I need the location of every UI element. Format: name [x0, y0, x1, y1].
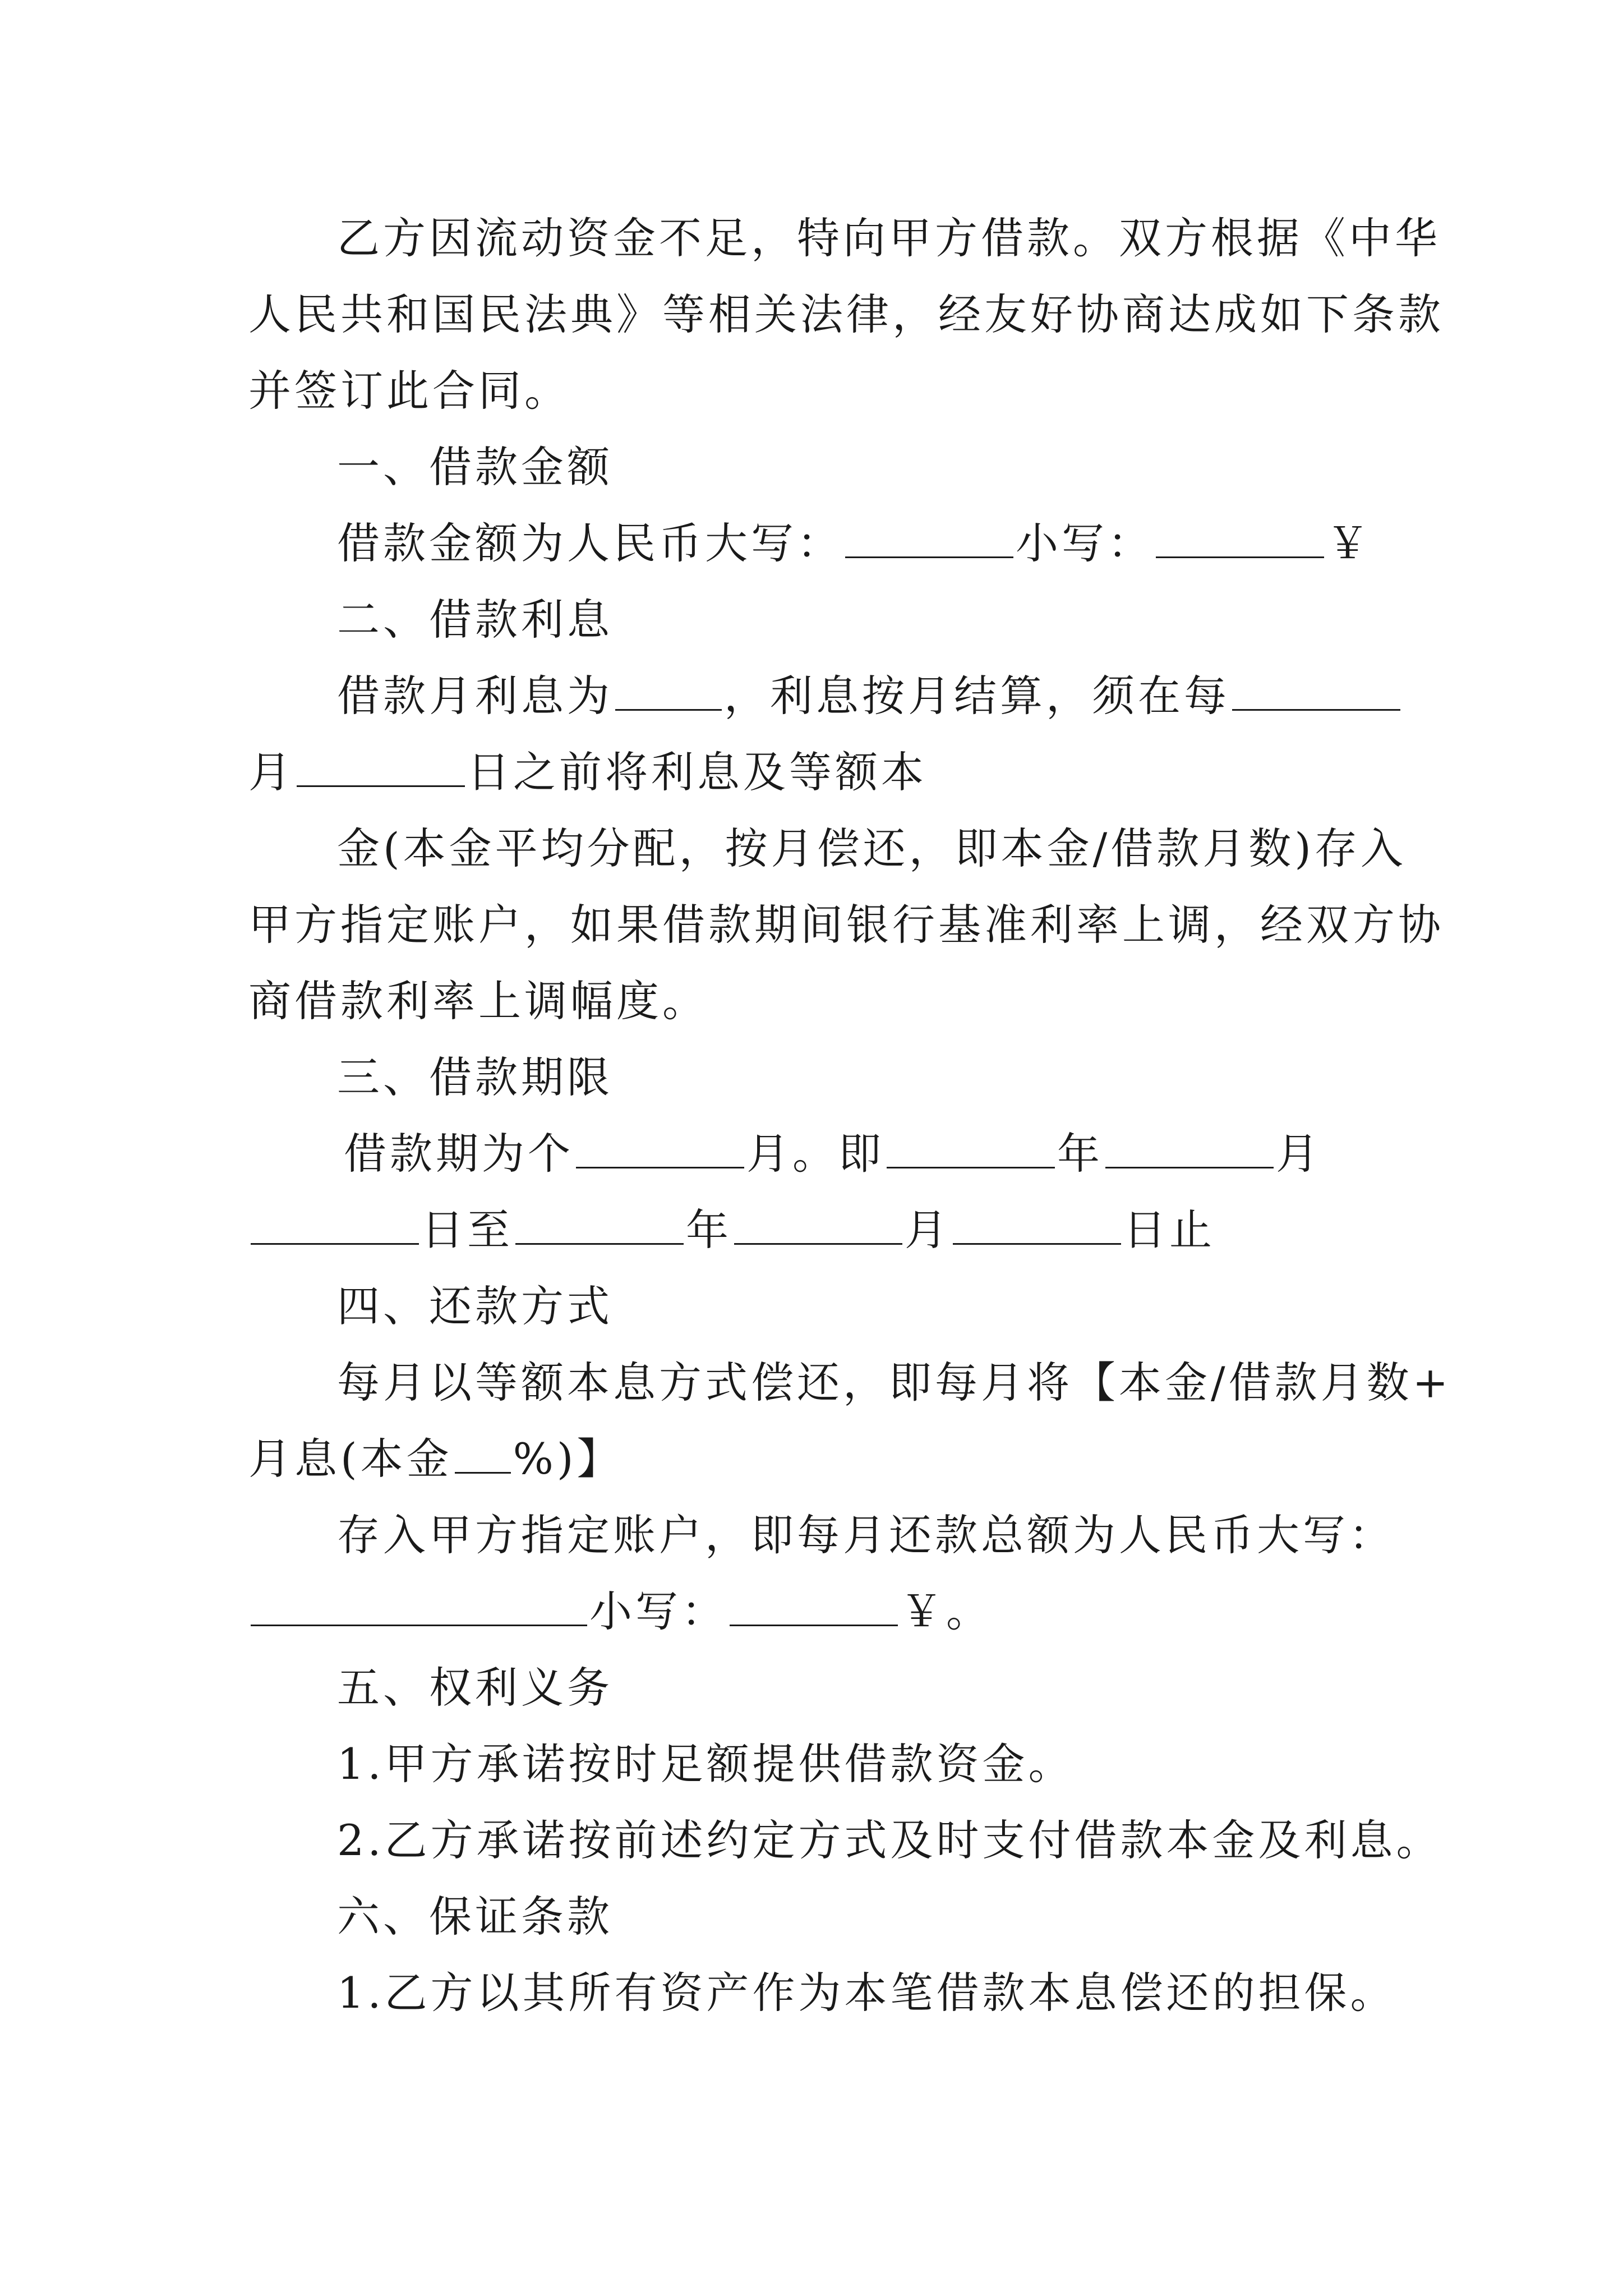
amount-number-blank[interactable]: [1156, 519, 1324, 558]
end-month-blank[interactable]: [734, 1206, 902, 1245]
guarantee-item-1: 1.乙方以其所有资产作为本笔借款本息偿还的担保。: [337, 1968, 1396, 2018]
obligation-item-2: 2.乙方承诺按前述约定方式及时支付借款本金及利息。: [337, 1815, 1442, 1865]
repayment-line-2: 月息(本金 %)】: [248, 1434, 623, 1484]
interest-percent-blank[interactable]: [455, 1435, 511, 1474]
settlement-month-blank[interactable]: [1232, 672, 1400, 711]
section-heading-4: 四、还款方式: [337, 1281, 613, 1331]
paragraph-intro-line-2: 人民共和国民法典》等相关法律，经友好协商达成如下条款: [248, 289, 1444, 339]
amount-uppercase-blank[interactable]: [845, 519, 1013, 558]
term-months-blank[interactable]: [576, 1130, 744, 1168]
start-year-blank[interactable]: [887, 1130, 1055, 1168]
start-day-blank[interactable]: [251, 1206, 419, 1245]
section-heading-1: 一、借款金额: [337, 442, 613, 492]
section-heading-3: 三、借款期限: [337, 1052, 613, 1102]
interest-line-2: 月 日之前将利息及等额本: [248, 747, 927, 797]
monthly-interest-blank[interactable]: [615, 672, 722, 711]
end-day-blank[interactable]: [953, 1206, 1121, 1245]
interest-line-1: 借款月利息为 ，利息按月结算，须在每: [337, 668, 1403, 724]
term-line-1: 借款期为个 月。即 年 月: [344, 1129, 1322, 1179]
interest-line-3: 金(本金平均分配，按月偿还，即本金/借款月数)存入: [337, 823, 1407, 873]
section-heading-6: 六、保证条款: [337, 1892, 613, 1941]
paragraph-intro-line-1: 乙方因流动资金不足，特向甲方借款。双方根据《中华: [337, 213, 1441, 263]
interest-line-5: 商借款利率上调幅度。: [248, 976, 708, 1026]
repayment-line-3: 存入甲方指定账户，即每月还款总额为人民币大写：: [337, 1510, 1395, 1560]
repayment-line-4: 小写： ￥。: [248, 1584, 992, 1640]
loan-amount-line: 借款金额为人民币大写： 小写： ￥: [337, 518, 1372, 568]
monthly-total-uppercase-blank[interactable]: [251, 1588, 587, 1626]
term-line-2: 日至 年 月 日止: [248, 1202, 1215, 1258]
repayment-line-1: 每月以等额本息方式偿还，即每月将【本金/借款月数+: [337, 1358, 1452, 1407]
settlement-day-blank[interactable]: [297, 748, 465, 787]
paragraph-intro-line-3: 并签订此合同。: [248, 366, 570, 416]
section-heading-2: 二、借款利息: [337, 595, 613, 645]
interest-line-4: 甲方指定账户，如果借款期间银行基准利率上调，经双方协: [248, 900, 1444, 950]
obligation-item-1: 1.甲方承诺按时足额提供借款资金。: [337, 1739, 1075, 1789]
start-month-blank[interactable]: [1105, 1130, 1274, 1168]
end-year-blank[interactable]: [515, 1206, 684, 1245]
section-heading-5: 五、权利义务: [337, 1663, 613, 1713]
monthly-total-number-blank[interactable]: [730, 1588, 898, 1626]
